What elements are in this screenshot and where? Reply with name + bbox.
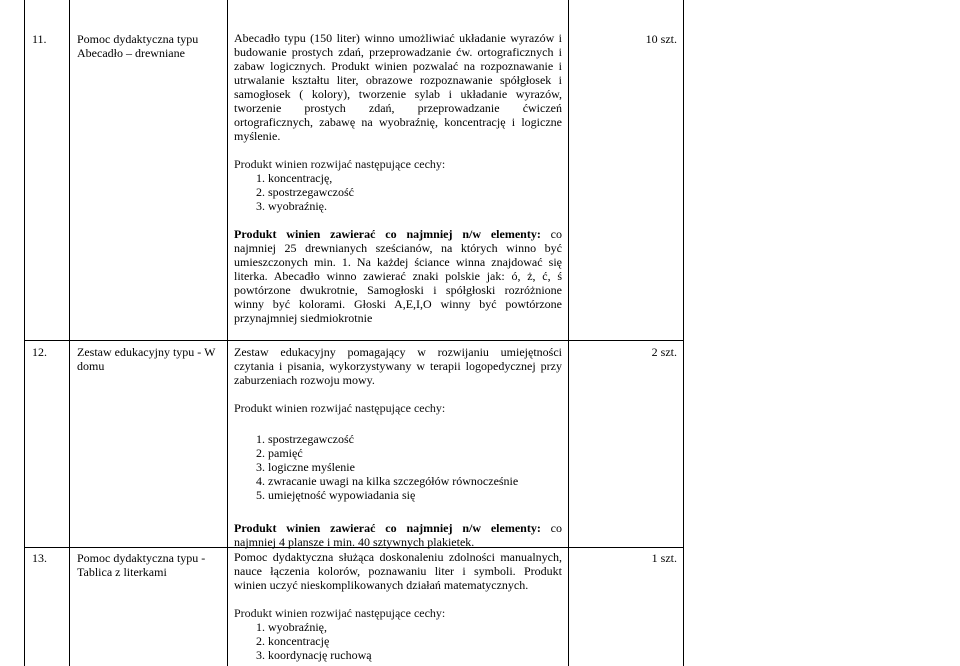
description-line: przynajmniej siedmiokrotnie <box>234 311 373 325</box>
description-line: myślenie. <box>234 129 281 143</box>
description-line: winien uczyć nieskomplikowanych działań matematycznych. <box>234 578 529 592</box>
elements-heading: Produkt winien zawierać co najmniej n/w elementy: <box>234 227 541 241</box>
feature-item: 3. koordynację ruchową <box>256 648 372 662</box>
description-line: najmniej 25 drewnianych sześcianów, na których winno być <box>234 241 562 255</box>
features-heading: Produkt winien rozwijać następujące cechy: <box>234 606 446 620</box>
quantity: 2 szt. <box>651 345 677 359</box>
description-line: utrwalanie kształtu liter, obrazowe rozpoznawanie spółgłosek i <box>234 73 562 87</box>
description-line: literka. Abecadło winno zawierać znaki polskie jak: ó, ż, ć, ś <box>234 269 562 283</box>
feature-item: 5. umiejętność wypowiadania się <box>256 488 416 502</box>
description-line: Pomoc dydaktyczna służąca doskonaleniu zdolności manualnych, <box>234 550 562 564</box>
feature-item: 1. koncentrację, <box>256 171 333 185</box>
description-line: zabaw logicznych. Produkt winien pozwalać na rozpoznawanie i <box>234 59 562 73</box>
feature-item: 1. spostrzegawczość <box>256 432 354 446</box>
description-line: ortograficznych, zabawę na wyobraźnię, koncentrację i logiczne <box>234 115 562 129</box>
features-heading: Produkt winien rozwijać następujące cechy: <box>234 401 446 415</box>
features-list <box>234 620 562 662</box>
description-line: Abecadło typu (150 liter) winno umożliwiać układanie wyrazów i <box>234 31 562 45</box>
table-border-col-qty <box>568 0 569 666</box>
description-line: nauce łączenia kolorów, poznawaniu liter i symboli. Produkt <box>234 564 562 578</box>
feature-item: 2. spostrzegawczość <box>256 185 354 199</box>
product-description <box>234 345 562 549</box>
description-line: zaburzeniach rozwoju mowy. <box>234 373 375 387</box>
quantity: 10 szt. <box>645 32 677 46</box>
elements-paragraph <box>234 227 562 241</box>
description-line: najmniej 4 plansze i min. 40 sztywnych plakietek. <box>234 535 475 549</box>
feature-item: 2. koncentrację <box>256 634 330 648</box>
description-line: co <box>540 521 563 535</box>
feature-item: 4. zwracanie uwagi na kilka szczegółów równocześnie <box>256 474 519 488</box>
description-line: powtórzone dwukrotnie, Samogłoski i spółgłoski rozróżnione <box>234 283 562 297</box>
quantity: 1 szt. <box>651 551 677 565</box>
row-number: 12. <box>32 345 47 359</box>
product-title: Zestaw edukacyjny typu - W domu <box>77 345 216 373</box>
product-title: Pomoc dydaktyczna typu - Tablica z literkami <box>77 551 206 579</box>
description-line: budowanie prostych zdań, przeprowadzanie ćw. ortograficznych i <box>234 45 562 59</box>
description-line: samogłosek ( kolory), tworzenie sylab i układanie wyrazów, <box>234 87 562 101</box>
feature-item: 3. wyobraźnię. <box>256 199 327 213</box>
elements-paragraph <box>234 521 562 535</box>
row-divider <box>24 340 683 341</box>
table-border-col-desc <box>227 0 228 666</box>
description-line: winny być kolorami. Głoski A,E,I,O winny być powtórzone <box>234 297 562 311</box>
product-description <box>234 550 562 662</box>
product-description <box>234 31 562 325</box>
product-title: Pomoc dydaktyczna typu Abecadło – drewniane <box>77 32 199 60</box>
features-heading: Produkt winien rozwijać następujące cechy: <box>234 157 446 171</box>
feature-item: 1. wyobraźnię, <box>256 620 327 634</box>
table-border-left <box>24 0 25 666</box>
row-number: 11. <box>32 32 47 46</box>
features-list <box>234 171 562 213</box>
description-line: co <box>540 227 563 241</box>
feature-item: 3. logiczne myślenie <box>256 460 355 474</box>
features-list <box>234 429 562 502</box>
table-border-col-title <box>69 0 70 666</box>
description-line: tworzenie prostych zdań, przeprowadzanie ćwiczeń <box>234 101 562 115</box>
elements-heading: Produkt winien zawierać co najmniej n/w elementy: <box>234 521 541 535</box>
description-line: umieszczonych min. 1. Na każdej ściance winna znajdować się <box>234 255 562 269</box>
description-line: Zestaw edukacyjny pomagający w rozwijaniu umiejętności <box>234 345 562 359</box>
table-border-right <box>683 0 684 666</box>
row-number: 13. <box>32 551 47 565</box>
feature-item: 2. pamięć <box>256 446 303 460</box>
description-line: czytania i pisania, wykorzystywany w terapii logopedycznej przy <box>234 359 562 373</box>
